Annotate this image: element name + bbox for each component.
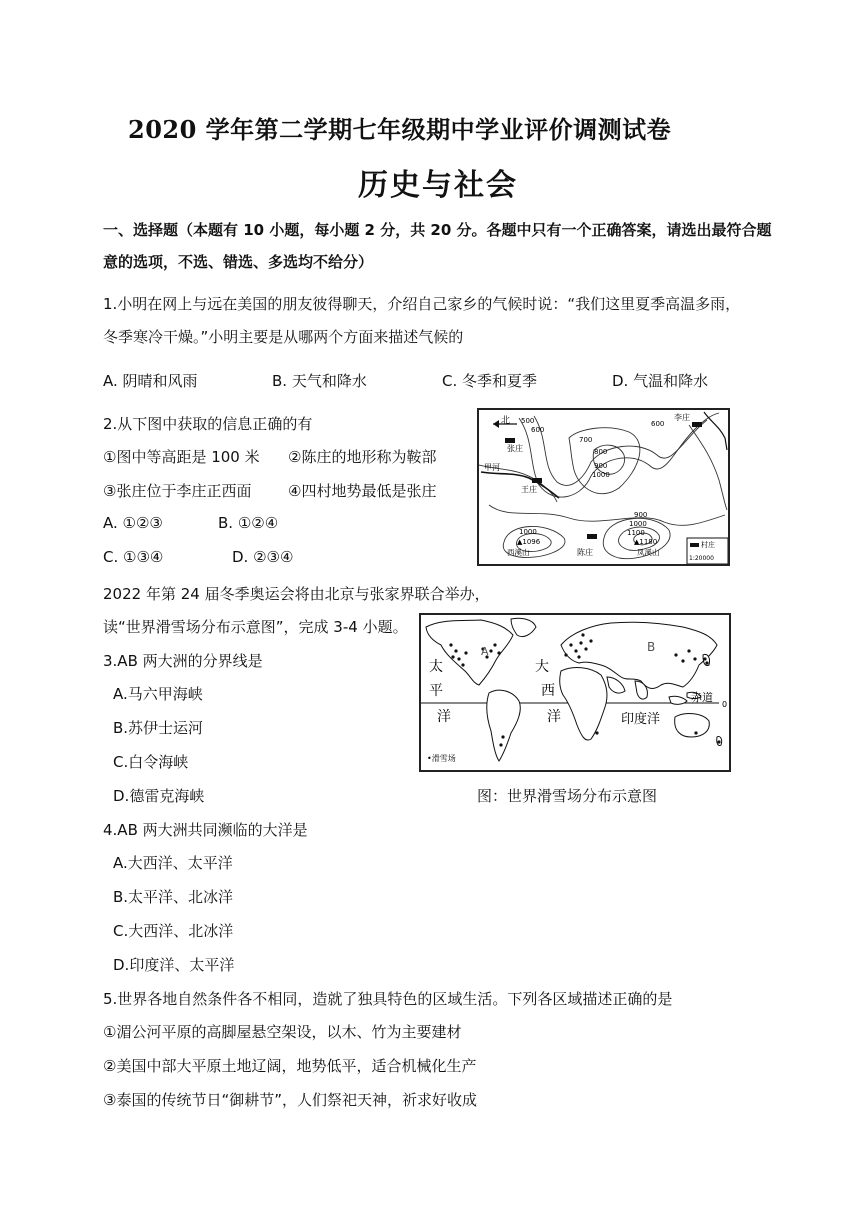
pacific-label-2: 平: [429, 683, 443, 699]
q4-option-a: A.大西洋、太平洋: [113, 854, 233, 872]
q2-statement-3: ③张庄位于李庄正西面: [103, 482, 252, 500]
q1-stem-line1: 1.小明在网上与远在美国的朋友彼得聊天，介绍自己家乡的气候时说：“我们这里夏季高温多雨，: [103, 295, 741, 313]
exam-title: 2020 学年第二学期七年级期中学业评价调测试卷: [128, 115, 672, 144]
q2-option-d: D. ②③④: [232, 548, 294, 566]
continent-a-label: A: [481, 645, 489, 658]
q5-statement-1: ①湄公河平原的高脚屋悬空架设，以木、竹为主要建材: [103, 1023, 462, 1041]
contour-800: 800: [594, 448, 608, 456]
q2-statement-4: ④四村地势最低是张庄: [288, 482, 437, 500]
q1-stem-line2: 冬季寒冷干燥。”小明主要是从哪两个方面来描述气候的: [103, 328, 464, 346]
q2-stem: 2.从下图中获取的信息正确的有: [103, 415, 313, 433]
q1-option-d: D. 气温和降水: [612, 372, 709, 390]
xixi-label: 西溪山: [507, 548, 530, 557]
fengxi-label: 凤溪山: [637, 548, 660, 557]
q2-statement-1: ①图中等高距是 100 米: [103, 448, 260, 466]
chen-label: 陈庄: [577, 548, 593, 557]
q4-option-d: D.印度洋、太平洋: [113, 956, 235, 974]
contour-600a: 600: [531, 426, 545, 434]
q3-option-a: A.马六甲海峡: [113, 685, 203, 703]
river-label: 甲河: [484, 463, 500, 472]
indian-ocean-label: 印度洋: [621, 712, 661, 727]
q34-intro-line2: 读“世界滑雪场分布示意图”，完成 3-4 小题。: [103, 618, 408, 636]
q1-option-a: A. 阴晴和风雨: [103, 372, 198, 390]
scale-label: 1:20000: [689, 555, 714, 562]
section-instructions-line2: 意的选项，不选、错选、多选均不给分）: [103, 253, 374, 271]
peak-1096: ▲1096: [517, 538, 541, 546]
north-label: 北: [501, 416, 511, 426]
contour-500: 500: [521, 417, 535, 425]
peak-1180: ▲1180: [634, 538, 658, 546]
q5-statement-3: ③泰国的传统节日“御耕节”，人们祭祀天神，祈求好收成: [103, 1091, 477, 1109]
q3-stem: 3.AB 两大洲的分界线是: [103, 652, 263, 670]
atlantic-label-2: 西: [541, 683, 555, 699]
q3-option-b: B.苏伊士运河: [113, 719, 204, 737]
wang-label: 王庄: [521, 485, 537, 494]
q4-stem: 4.AB 两大洲共同濒临的大洋是: [103, 821, 308, 839]
equator-zero: 0: [722, 700, 728, 709]
world-ski-map: [419, 613, 731, 772]
contour-1000a: 1000: [592, 471, 610, 479]
contour-1100: 1100: [627, 529, 645, 537]
q4-option-b: B.太平洋、北冰洋: [113, 888, 234, 906]
pacific-label-1: 太: [429, 659, 443, 675]
atlantic-label-3: 洋: [547, 709, 561, 725]
section-instructions-line1: 一、选择题（本题有 10 小题，每小题 2 分，共 20 分。各题中只有一个正确答案，请选出最符合题: [103, 221, 772, 239]
atlantic-label-1: 大: [535, 659, 549, 675]
q34-intro-line1: 2022 年第 24 届冬季奥运会将由北京与张家界联合举办，: [103, 585, 490, 603]
contour-1000b: 1000: [629, 520, 647, 528]
li-label: 李庄: [674, 413, 690, 422]
continent-b-label: B: [647, 640, 656, 654]
subject-title: 历史与社会: [358, 168, 518, 203]
q2-option-b: B. ①②④: [218, 514, 279, 532]
q4-option-c: C.大西洋、北冰洋: [113, 922, 234, 940]
q2-option-c: C. ①③④: [103, 548, 164, 566]
q1-option-c: C. 冬季和夏季: [442, 372, 538, 390]
q2-option-a: A. ①②③: [103, 514, 163, 532]
contour-900b: 900: [634, 511, 648, 519]
contour-map: [477, 408, 730, 566]
q5-statement-2: ②美国中部大平原土地辽阔，地势低平，适合机械化生产: [103, 1057, 477, 1075]
equator-label: 赤道: [691, 691, 713, 704]
zhang-label: 张庄: [507, 444, 523, 453]
contour-1000c: 1000: [519, 528, 537, 536]
q3-option-d: D.德雷克海峡: [113, 787, 205, 805]
contour-600b: 600: [651, 420, 665, 428]
q3-option-c: C.白令海峡: [113, 753, 189, 771]
q5-stem: 5.世界各地自然条件各不相同，造就了独具特色的区域生活。下列各区域描述正确的是: [103, 990, 673, 1008]
legend-village: 村庄: [701, 541, 715, 549]
contour-700: 700: [579, 436, 593, 444]
q1-option-b: B. 天气和降水: [272, 372, 367, 390]
world-map-caption: 图：世界滑雪场分布示意图: [477, 787, 658, 805]
ski-legend: •滑雪场: [427, 754, 456, 763]
contour-900a: 900: [594, 462, 608, 470]
q2-statement-2: ②陈庄的地形称为鞍部: [288, 448, 437, 466]
pacific-label-3: 洋: [437, 709, 451, 725]
